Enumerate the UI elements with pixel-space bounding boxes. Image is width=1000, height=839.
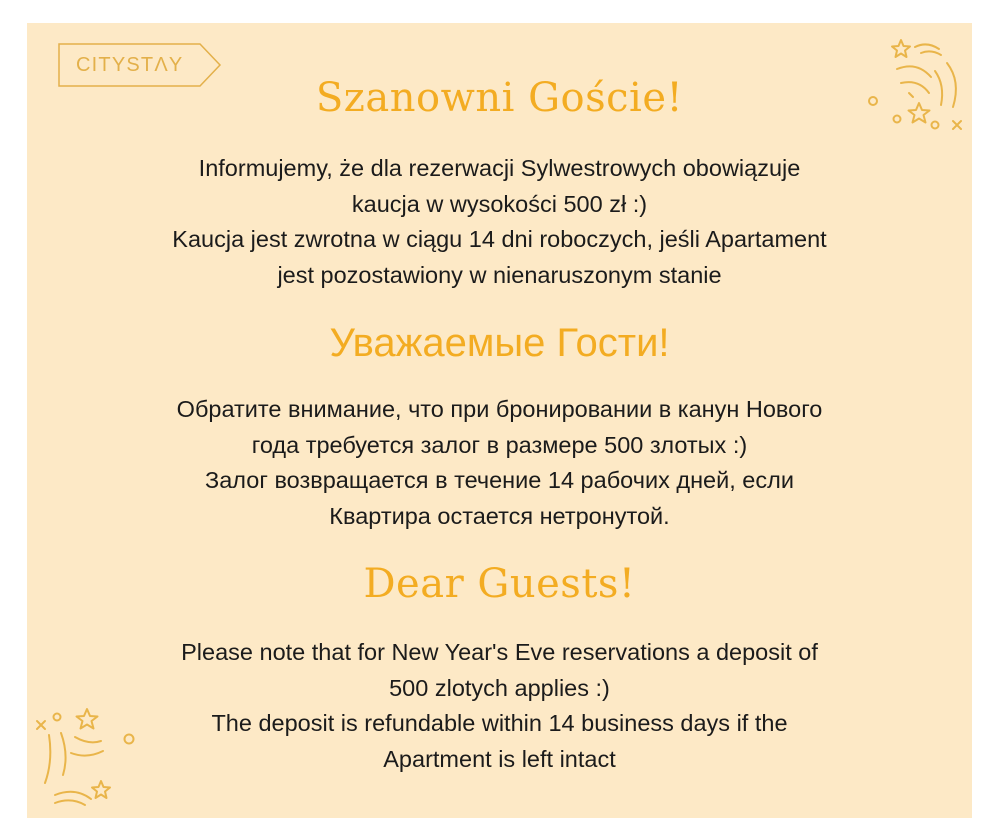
polish-heading: Szanowni Goście! <box>315 75 684 121</box>
notice-card <box>27 23 972 818</box>
paragraph-line: Please note that for New Year's Eve reservations a deposit of <box>181 639 818 665</box>
paragraph-line: kaucja w wysokości 500 zł :) <box>351 190 648 217</box>
paragraph-line: Обратите внимание, что при бронировании в канун Нового <box>176 396 823 422</box>
paragraph-line: The deposit is refundable within 14 business days if the <box>211 710 788 736</box>
russian-heading: Уважаемые Гости! <box>329 321 670 365</box>
english-heading: Dear Guests! <box>363 561 636 607</box>
paragraph-line: Квартира остается нетронутой. <box>329 502 670 529</box>
paragraph-line: года требуется залог в размере 500 злотых :) <box>251 431 748 458</box>
paragraph-line: Залог возвращается в течение 14 рабочих дней, если <box>205 467 794 493</box>
logo-text: CITYSTΛY <box>76 54 184 76</box>
english-paragraph <box>27 635 972 777</box>
paragraph-line: Apartment is left intact <box>383 745 616 772</box>
paragraph-line: Kaucja jest zwrotna w ciągu 14 dni roboczych, jeśli Apartament <box>172 226 827 252</box>
paragraph-line: jest pozostawiony w nienaruszonym stanie <box>277 261 722 288</box>
paragraph-line: 500 zlotych applies :) <box>389 674 610 701</box>
polish-paragraph <box>27 151 972 293</box>
paragraph-line: Informujemy, że dla rezerwacji Sylwestrowych obowiązuje <box>198 155 801 181</box>
russian-paragraph <box>27 392 972 534</box>
